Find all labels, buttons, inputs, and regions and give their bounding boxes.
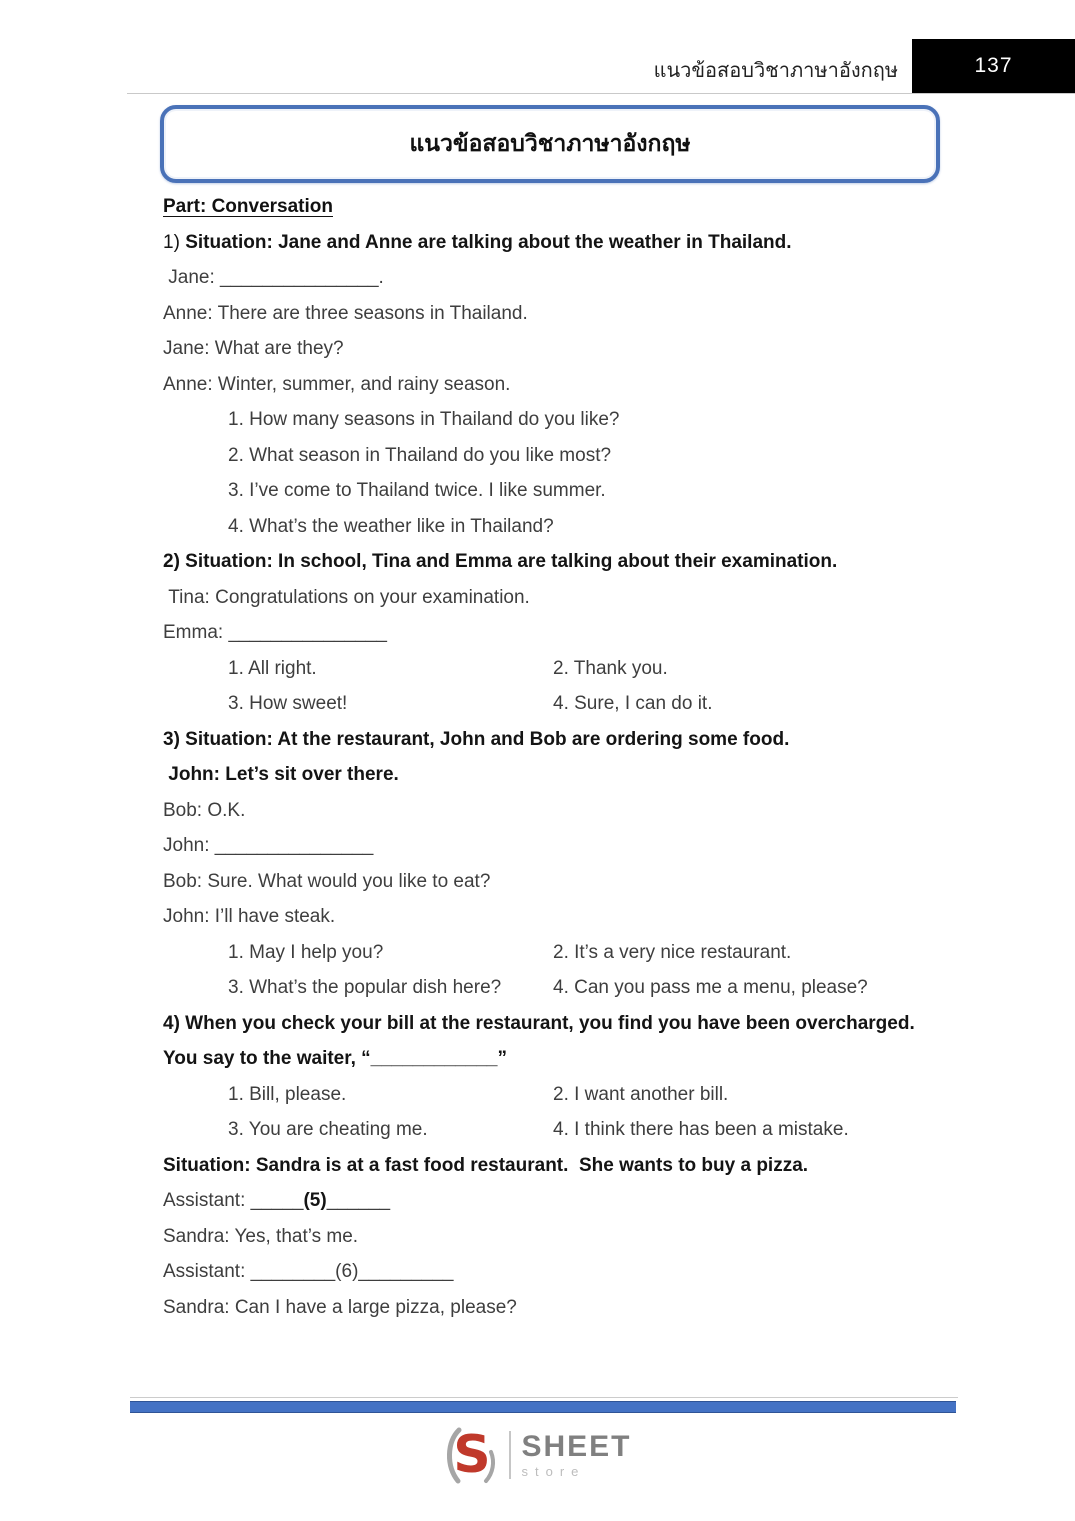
header-rule — [127, 93, 1075, 94]
choice-item: 4. I think there has been a mistake. — [553, 1119, 849, 1140]
dialogue-line — [163, 374, 995, 396]
dialogue-line — [163, 622, 995, 644]
choice-item: 4. What’s the weather like in Thailand? — [228, 515, 554, 537]
text-segment: Jane: _______________. — [163, 267, 384, 288]
text-segment: Sandra: Yes, that’s me. — [163, 1225, 359, 1247]
choice-row — [228, 942, 995, 964]
text-segment: Assistant: ________(6)_________ — [163, 1261, 454, 1282]
choice-item: 3. I’ve come to Thailand twice. I like summer. — [228, 480, 606, 501]
dialogue-line — [163, 871, 995, 893]
dialogue-line — [163, 303, 995, 325]
dialogue-line — [163, 267, 995, 289]
text-segment: Assistant: _____ — [163, 1190, 304, 1211]
choice-item: 3. How sweet! — [228, 693, 348, 714]
logo-brand: SHEET — [521, 1430, 632, 1463]
choice-item: 2. Thank you. — [553, 657, 668, 679]
page-title: แนวข้อสอบวิชาภาษาอังกฤษ — [409, 130, 691, 156]
page-number-box — [912, 39, 1075, 93]
choice-item: 1. All right. — [228, 657, 317, 679]
text-segment: 3) Situation: At the restaurant, John and Bob are ordering some food. — [163, 728, 790, 750]
text-segment: Tina: Congratulations on your examination. — [163, 586, 530, 608]
situation-heading — [163, 1048, 995, 1070]
choice-item: 3. What’s the popular dish here? — [228, 977, 502, 998]
dialogue-line — [163, 1297, 995, 1319]
text-segment: Emma: _______________ — [163, 622, 387, 643]
choice-item: 1. May I help you? — [228, 941, 384, 963]
dialogue-line — [163, 1261, 995, 1283]
dialogue-line — [163, 1190, 995, 1212]
text-segment: Situation: Jane and Anne are talking about the weather in Thailand. — [185, 231, 792, 253]
choice-row — [228, 658, 995, 680]
footer-bar — [130, 1401, 956, 1413]
text-segment: John: I’ll have steak. — [163, 906, 336, 927]
text-segment: Jane: What are they? — [163, 338, 344, 359]
choice-row — [228, 1119, 995, 1141]
text-segment: 2) Situation: In school, Tina and Emma are talking about their examination. — [163, 551, 838, 572]
dialogue-line — [163, 906, 995, 928]
text-segment: You say to the waiter, “____________” — [163, 1048, 507, 1069]
text-segment: Sandra: Can I have a large pizza, please? — [163, 1296, 517, 1318]
choice-item: 4. Sure, I can do it. — [553, 693, 713, 714]
svg-text:S: S — [453, 1425, 492, 1485]
dialogue-line — [163, 835, 995, 857]
logo-brand-sub: store — [521, 1464, 586, 1479]
choice-row — [228, 1084, 995, 1106]
situation-heading — [163, 729, 995, 751]
choice-item: 2. I want another bill. — [553, 1083, 729, 1105]
text-segment: Anne: Winter, summer, and rainy season. — [163, 373, 511, 395]
situation-heading — [163, 232, 995, 254]
part-heading: Part: Conversation — [163, 196, 333, 217]
page-number: 137 — [974, 54, 1013, 77]
dialogue-line — [163, 338, 995, 360]
text-segment: Bob: Sure. What would you like to eat? — [163, 870, 491, 892]
choice-row — [228, 693, 995, 715]
dialogue-line — [163, 587, 995, 609]
text-segment: ______ — [326, 1190, 391, 1211]
situation-heading — [163, 1013, 995, 1035]
header-doc-title: แนวข้อสอบวิชาภาษาอังกฤษ — [653, 60, 898, 82]
dialogue-line — [163, 800, 995, 822]
choice-item: 4. Can you pass me a menu, please? — [553, 977, 868, 998]
stylized-s-icon — [443, 1424, 499, 1486]
logo-text — [521, 1432, 631, 1478]
dialogue-line — [163, 764, 995, 786]
logo-divider — [509, 1431, 511, 1479]
text-segment: John: _______________ — [163, 835, 374, 856]
text-segment: 4) When you check your bill at the restaurant, you find you have been overcharged. — [163, 1012, 915, 1034]
sheet-store-logo — [0, 1424, 1075, 1486]
situation-heading — [163, 551, 995, 573]
content-blocks — [163, 232, 995, 1319]
situation-heading — [163, 1155, 995, 1177]
text-segment: (5) — [303, 1190, 327, 1211]
text-segment: Situation: Sandra is at a fast food restaurant. She wants to buy a pizza. — [163, 1154, 809, 1176]
text-segment: John: Let’s sit over there. — [163, 764, 399, 785]
dialogue-line — [163, 1226, 995, 1248]
choice-item: 2. It’s a very nice restaurant. — [553, 941, 792, 963]
choice-item: 1. Bill, please. — [228, 1083, 347, 1105]
title-box — [160, 105, 940, 183]
choice-item: 3. You are cheating me. — [228, 1119, 428, 1140]
text-segment: 1) — [163, 231, 186, 253]
choice-item: 1. How many seasons in Thailand do you like? — [228, 409, 620, 430]
choice-row — [228, 977, 995, 999]
text-segment: Bob: O.K. — [163, 799, 246, 821]
text-segment: Anne: There are three seasons in Thailand. — [163, 302, 528, 324]
choice-item: 2. What season in Thailand do you like most? — [228, 444, 612, 466]
footer-rule — [130, 1397, 958, 1398]
content-area — [163, 196, 995, 1332]
